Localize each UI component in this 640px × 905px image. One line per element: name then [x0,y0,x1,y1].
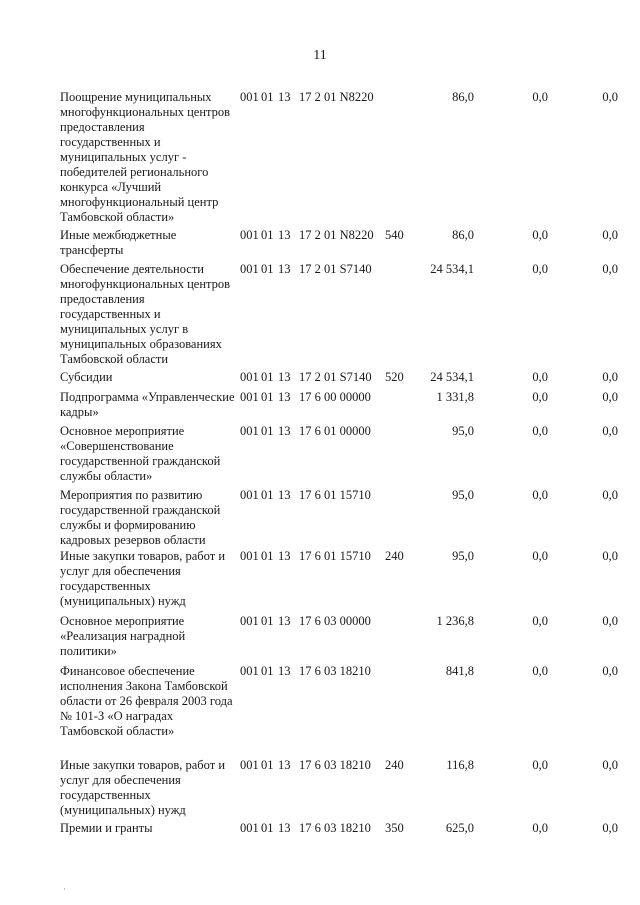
row-value-2: 0,0 [532,228,548,242]
row-name: Иные закупки товаров, работ и услуг для обеспечения государственных (муниципальных) нужд [60,549,226,608]
page-number: 11 [313,48,327,63]
ministry-code: 001 [240,370,259,384]
subsection-code: 13 [278,664,291,678]
row-value-3: 0,0 [602,90,618,104]
row-sum: 95,0 [452,549,474,563]
row-value-3: 0,0 [602,614,618,628]
expense-type-code: 240 [385,549,404,563]
expense-type-code: 350 [385,821,404,835]
row-sum: 86,0 [452,90,474,104]
row-value-2: 0,0 [532,370,548,384]
subsection-code: 13 [278,424,291,438]
row-sum: 95,0 [452,488,474,502]
row-code [240,262,409,277]
expense-type-code: 520 [385,370,404,384]
row-name: Субсидии [60,370,113,384]
ministry-code: 001 [240,488,259,502]
target-article-code: 17 6 03 00000 [299,614,371,628]
section-code: 01 [261,758,274,772]
ministry-code: 001 [240,424,259,438]
target-article-code: 17 6 03 18210 [299,758,371,772]
row-sum: 95,0 [452,424,474,438]
subsection-code: 13 [278,370,291,384]
row-sum: 24 534,1 [430,262,474,276]
ministry-code: 001 [240,614,259,628]
subsection-code: 13 [278,488,291,502]
row-value-3: 0,0 [602,821,618,835]
row-value-2: 0,0 [532,390,548,404]
row-sum: 1 236,8 [436,614,474,628]
target-article-code: 17 6 01 00000 [299,424,371,438]
expense-type-code: 540 [385,228,404,242]
row-name: Обеспечение деятельности многофункциональных центров предоставления государственных и муниципальных услуг в муниципальных образованиях Тамбовской области [60,262,231,366]
target-article-code: 17 6 03 18210 [299,821,371,835]
footer-mark: · [63,884,66,894]
row-code [240,758,409,773]
expense-type-code: 240 [385,758,404,772]
section-code: 01 [261,370,274,384]
ministry-code: 001 [240,549,259,563]
ministry-code: 001 [240,262,259,276]
subsection-code: 13 [278,821,291,835]
subsection-code: 13 [278,390,291,404]
subsection-code: 13 [278,614,291,628]
subsection-code: 13 [278,758,291,772]
section-code: 01 [261,228,274,242]
row-value-2: 0,0 [532,90,548,104]
row-code [240,488,409,503]
subsection-code: 13 [278,90,291,104]
row-code [240,549,409,564]
target-article-code: 17 6 03 18210 [299,664,371,678]
row-name: Иные закупки товаров, работ и услуг для обеспечения государственных (муниципальных) нужд [60,758,226,817]
row-name: Поощрение муниципальных многофункциональных центров предоставления государственных и муниципальных услуг - победителей регионального конкурса «Лучший многофункциональный центр Тамбовской области» [60,90,231,224]
row-value-2: 0,0 [532,488,548,502]
row-value-2: 0,0 [532,614,548,628]
section-code: 01 [261,664,274,678]
row-sum: 116,8 [446,758,474,772]
row-value-3: 0,0 [602,488,618,502]
row-name: Премии и гранты [60,821,153,835]
section-code: 01 [261,821,274,835]
target-article-code: 17 2 01 N8220 [299,90,374,104]
row-value-2: 0,0 [532,821,548,835]
subsection-code: 13 [278,262,291,276]
row-value-2: 0,0 [532,262,548,276]
row-value-3: 0,0 [602,664,618,678]
row-sum: 1 331,8 [436,390,474,404]
ministry-code: 001 [240,821,259,835]
section-code: 01 [261,424,274,438]
ministry-code: 001 [240,228,259,242]
row-value-2: 0,0 [532,664,548,678]
row-sum: 841,8 [445,664,474,678]
ministry-code: 001 [240,390,259,404]
row-name: Финансовое обеспечение исполнения Закона Тамбовской области от 26 февраля 2003 года № 101-З «О наградах Тамбовской области» [60,664,233,738]
row-code [240,424,409,439]
row-code [240,390,409,405]
section-code: 01 [261,614,274,628]
row-value-3: 0,0 [602,262,618,276]
row-value-3: 0,0 [602,390,618,404]
target-article-code: 17 6 01 15710 [299,549,371,563]
row-value-3: 0,0 [602,758,618,772]
row-name: Мероприятия по развитию государственной гражданской службы и формированию кадровых резервов области [60,488,221,547]
row-code [240,664,409,679]
row-sum: 24 534,1 [430,370,474,384]
section-code: 01 [261,549,274,563]
section-code: 01 [261,390,274,404]
row-code [240,228,409,243]
row-code [240,614,409,629]
row-value-3: 0,0 [602,228,618,242]
target-article-code: 17 2 01 S7140 [299,370,372,384]
row-value-2: 0,0 [532,424,548,438]
section-code: 01 [261,90,274,104]
row-sum: 625,0 [445,821,474,835]
row-value-3: 0,0 [602,424,618,438]
row-code [240,90,409,105]
ministry-code: 001 [240,90,259,104]
row-name: Подпрограмма «Управленческие кадры» [60,390,235,419]
ministry-code: 001 [240,664,259,678]
subsection-code: 13 [278,228,291,242]
row-value-3: 0,0 [602,549,618,563]
row-value-3: 0,0 [602,370,618,384]
row-value-2: 0,0 [532,758,548,772]
section-code: 01 [261,488,274,502]
target-article-code: 17 2 01 N8220 [299,228,374,242]
row-name: Основное мероприятие «Реализация наградной политики» [60,614,186,658]
target-article-code: 17 2 01 S7140 [299,262,372,276]
row-sum: 86,0 [452,228,474,242]
section-code: 01 [261,262,274,276]
row-code [240,821,409,836]
row-value-2: 0,0 [532,549,548,563]
ministry-code: 001 [240,758,259,772]
row-code [240,370,409,385]
subsection-code: 13 [278,549,291,563]
target-article-code: 17 6 01 15710 [299,488,371,502]
row-name: Основное мероприятие «Совершенствование государственной гражданской службы области» [60,424,221,483]
row-name: Иные межбюджетные трансферты [60,228,177,257]
target-article-code: 17 6 00 00000 [299,390,371,404]
